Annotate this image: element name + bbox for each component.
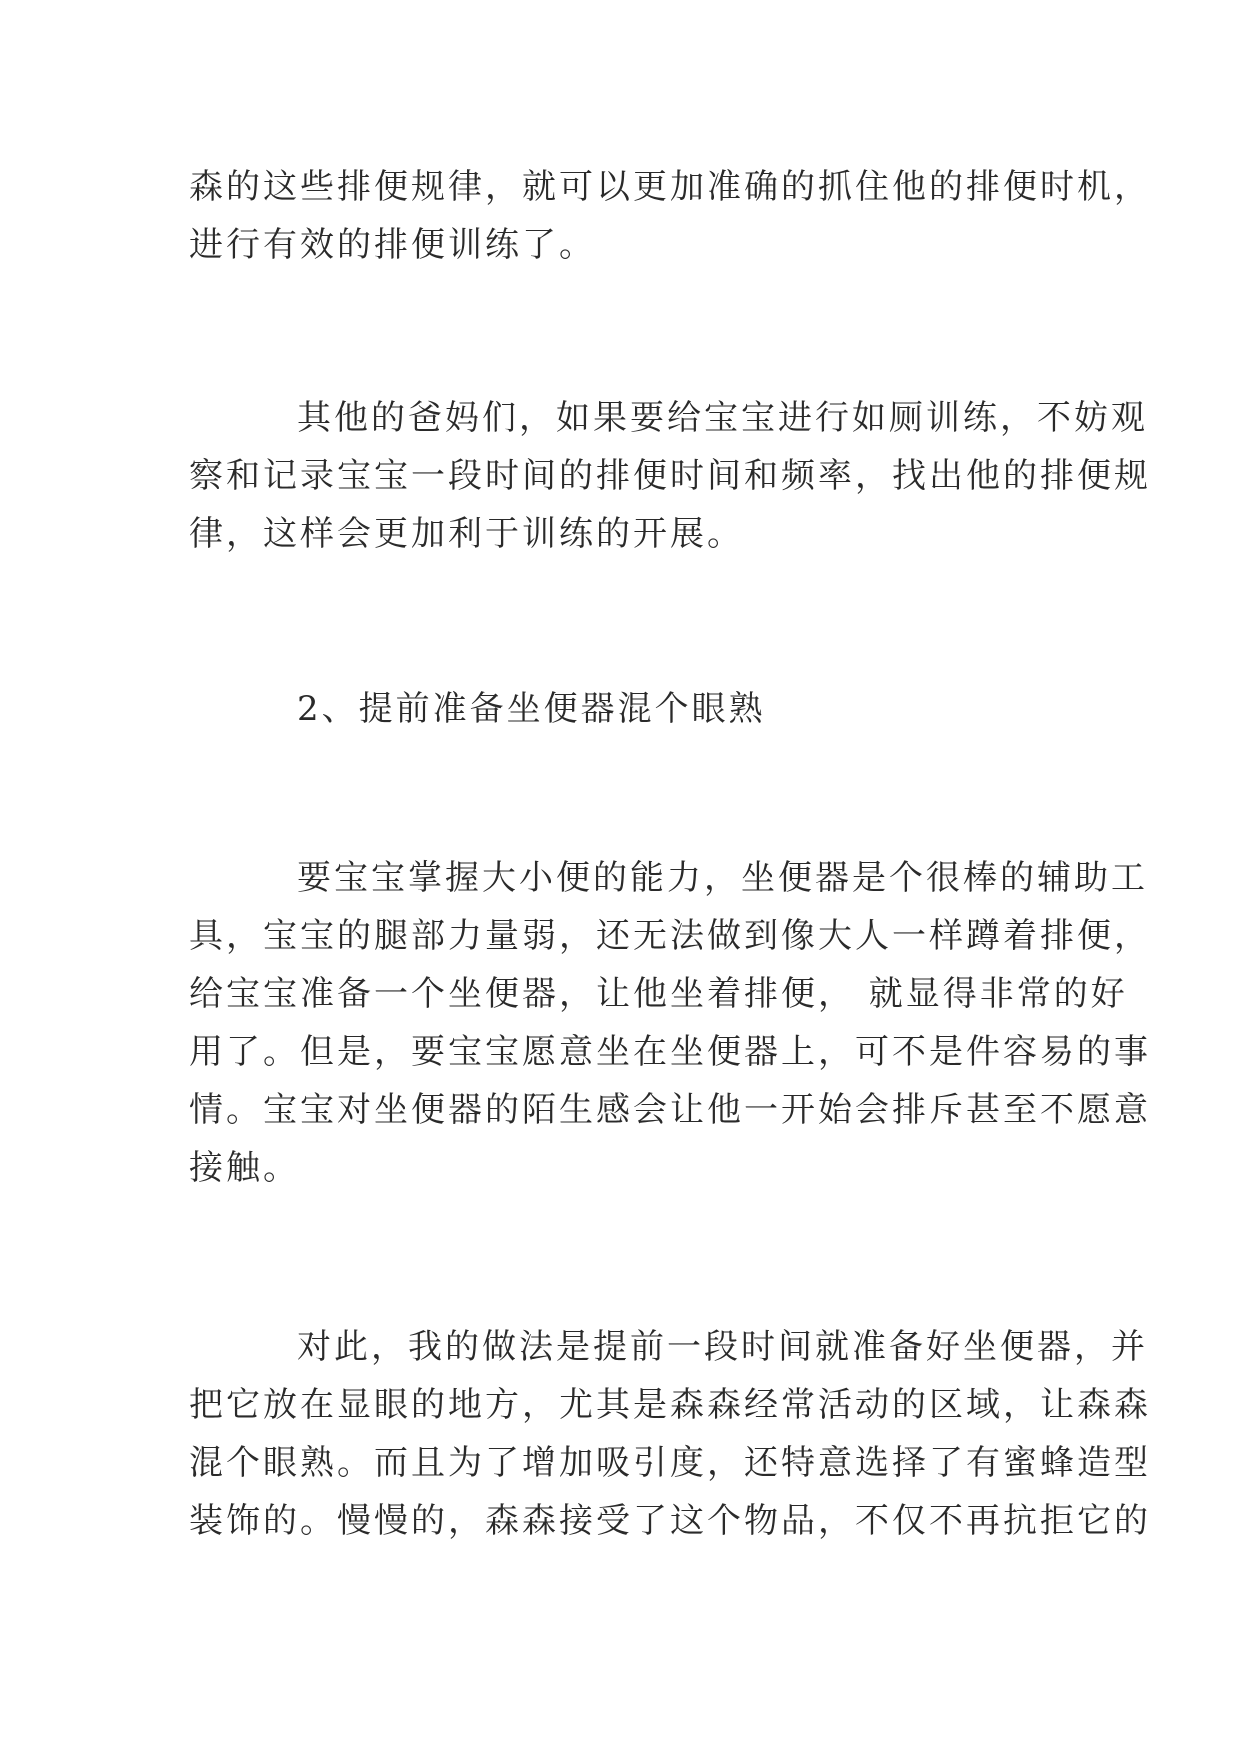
text-line: 把它放在显眼的地方，尤其是森森经常活动的区域，让森森 (189, 1385, 1151, 1425)
text-line: 装饰的。慢慢的，森森接受了这个物品，不仅不再抗拒它的 (189, 1501, 1151, 1541)
paragraph-potty-intro (189, 849, 1151, 1197)
section-heading (189, 680, 1059, 738)
text-line: 给宝宝准备一个坐便器，让他坐着排便， 就显得非常的好 (189, 974, 1128, 1014)
text-line: 律，这样会更加利于训练的开展。 (189, 514, 744, 554)
text-line: 情。宝宝对坐便器的陌生感会让他一开始会排斥甚至不愿意 (189, 1090, 1151, 1130)
heading-text: 2、提前准备坐便器混个眼熟 (297, 689, 766, 729)
text-line: 其他的爸妈们，如果要给宝宝进行如厕训练，不妨观 (297, 398, 1148, 438)
text-line: 接触。 (189, 1148, 300, 1188)
text-line: 察和记录宝宝一段时间的排便时间和频率，找出他的排便规 (189, 456, 1151, 496)
text-line: 混个眼熟。而且为了增加吸引度，还特意选择了有蜜蜂造型 (189, 1443, 1151, 1483)
paragraph-method (189, 1318, 1151, 1550)
text-line: 具，宝宝的腿部力量弱，还无法做到像大人一样蹲着排便， (189, 916, 1151, 956)
paragraph-advice (189, 389, 1151, 563)
text-line: 森的这些排便规律，就可以更加准确的抓住他的排便时机， (189, 167, 1151, 207)
text-line: 要宝宝掌握大小便的能力，坐便器是个很棒的辅助工 (297, 858, 1148, 898)
text-line: 进行有效的排便训练了。 (189, 225, 596, 265)
text-line: 用了。但是，要宝宝愿意坐在坐便器上，可不是件容易的事 (189, 1032, 1151, 1072)
text-line: 对此，我的做法是提前一段时间就准备好坐便器，并 (297, 1327, 1148, 1367)
paragraph-continuation (189, 158, 1151, 274)
